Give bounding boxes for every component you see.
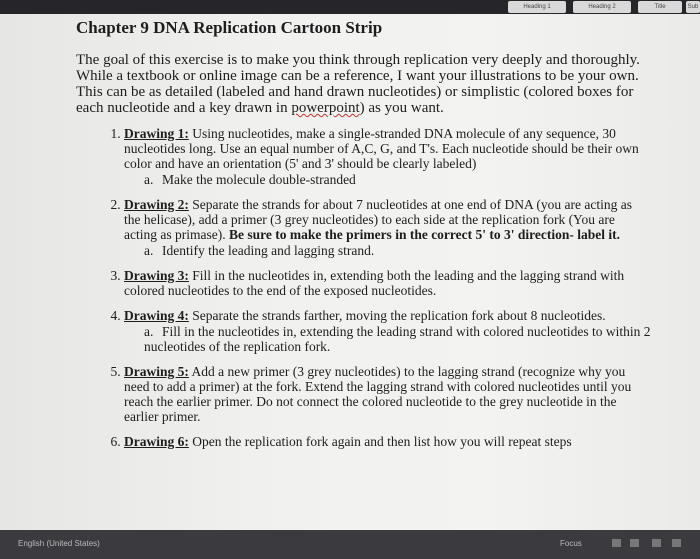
intro-paragraph <box>76 52 651 116</box>
item-heading: Drawing 3: <box>124 268 189 283</box>
item-heading: Drawing 1: <box>124 126 189 141</box>
item-heading: Drawing 4: <box>124 308 189 323</box>
item-heading: Drawing 2: <box>124 197 189 212</box>
style-title[interactable]: Title <box>638 1 682 13</box>
print-layout-icon[interactable] <box>630 539 639 547</box>
intro-text-end: ) as you want. <box>359 100 444 116</box>
list-item <box>124 364 651 424</box>
item-bold-text: Be sure to make the primers in the correct 5' to 3' direction- label it. <box>228 227 621 242</box>
document-page[interactable] <box>0 14 700 530</box>
style-subtitle[interactable]: Sub <box>686 1 700 13</box>
list-item <box>124 268 651 298</box>
sub-letter: a. <box>144 324 154 339</box>
sub-text: Make the molecule double-stranded <box>162 172 356 187</box>
item-text: Separate the strands for about 7 nucleotides at one end of DNA (you are acting as the helicase), add a primer (3 grey nucleotides) to each side at the replication fork (You are acting as primase). <box>124 197 632 242</box>
outline-icon[interactable] <box>672 539 681 547</box>
item-text: Fill in the nucleotides in, extending both the leading and the lagging strand with colored nucleotides to the end of the exposed nucleotides. <box>124 268 625 298</box>
drawing-list <box>76 126 651 449</box>
list-item <box>124 308 651 354</box>
document-title: Chapter 9 DNA Replication Cartoon Strip <box>76 18 383 37</box>
list-item <box>124 126 651 187</box>
sub-letter: a. <box>144 243 154 258</box>
list-item <box>124 434 651 449</box>
read-mode-icon[interactable] <box>612 539 621 547</box>
list-item <box>124 197 651 258</box>
intro-text: The goal of this exercise is to make you think through replication very deeply and thoroughly. While a textbook or online image can be a reference, I want your illustrations to be your own. This can be as detailed (labeled and hand drawn nucleotides) or simplistic (colored boxes for each nucleotide and a key drawn in <box>76 52 640 116</box>
focus-button[interactable]: Focus <box>560 539 582 548</box>
web-layout-icon[interactable] <box>652 539 661 547</box>
status-bar <box>0 530 700 559</box>
style-heading-2[interactable]: Heading 2 <box>573 1 631 13</box>
style-heading-1[interactable]: Heading 1 <box>508 1 566 13</box>
item-text: Using nucleotides, make a single-stranded DNA molecule of any sequence, 30 nucleotides long. Use an equal number of A,C, G, and T's. Each nucleotide should be their own color and have an orientation (5' and 3' should be clearly labeled) <box>124 126 639 171</box>
sub-text: Fill in the nucleotides in, extending the leading strand with colored nucleotides to within 2 nucleotides of the replication fork. <box>144 324 651 354</box>
language-indicator[interactable]: English (United States) <box>18 539 100 548</box>
item-text: Open the replication fork again and then list how you will repeat steps <box>188 434 572 449</box>
item-heading: Drawing 6: <box>124 434 189 449</box>
item-text: Separate the strands farther, moving the replication fork about 8 nucleotides. <box>188 308 606 323</box>
sub-text: Identify the leading and lagging strand. <box>162 243 375 258</box>
item-heading: Drawing 5: <box>124 364 189 379</box>
sub-item <box>144 243 651 258</box>
spellcheck-word[interactable]: powerpoint <box>291 100 360 116</box>
sub-letter: a. <box>144 172 154 187</box>
sub-item <box>144 324 651 354</box>
sub-item <box>144 172 651 187</box>
item-text: Add a new primer (3 grey nucleotides) to the lagging strand (recognize why you need to add a primer) at the fork. Extend the lagging strand with colored nucleotides until you reach the earlier primer. Do not connect the colored nucleotide to the grey nucleotide in the earlier primer. <box>124 364 632 424</box>
ribbon <box>0 0 700 14</box>
